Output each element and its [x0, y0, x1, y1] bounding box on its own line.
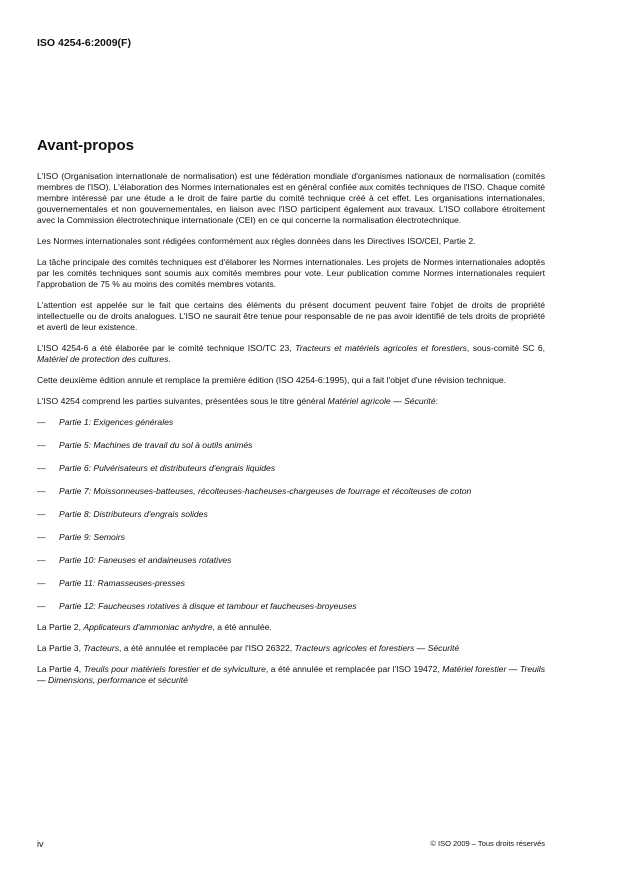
note-part-2: La Partie 2, Applicateurs d'ammoniac anhydre, a été annulée.	[37, 622, 272, 632]
paragraph-edition: Cette deuxième édition annule et remplace la première édition (ISO 4254-6:1995), qui a fait l'objet d'une révision technique.	[37, 375, 507, 385]
paragraph-iso-intro: L'ISO (Organisation internationale de normalisation) est une fédération mondiale d'organismes nationaux de normalisation (comités membres de l'ISO). L'élaboration des Normes internationales est en général confiée aux comités techniques de l'ISO. Chaque comité membre intéressé par une étude a le droit de faire partie du comité technique créé à cet effet. Les organisations internationales, gouvernementales et non gouvernementales, en liaison avec l'ISO participent également aux travaux. L'ISO collabore étroitement avec la Commission électrotechnique internationale (CEI) en ce qui concerne la normalisation électrotechnique.	[37, 171, 545, 225]
paragraph-directives: Les Normes internationales sont rédigées conformément aux règles données dans les Directives ISO/CEI, Partie 2.	[37, 236, 476, 246]
paragraph-committee: L'ISO 4254-6 a été élaborée par le comité technique ISO/TC 23, Tracteurs et matériels agricoles et forestiers, sous-comité SC 6, Matériel de protection des cultures.	[37, 343, 545, 364]
paragraph-parts-intro: L'ISO 4254 comprend les parties suivantes, présentées sous le titre général Matériel agricole — Sécurité:	[37, 396, 438, 406]
list-item: — Partie 6: Pulvérisateurs et distributeurs d'engrais liquides	[37, 463, 276, 473]
page-title: Avant-propos	[37, 137, 134, 154]
list-item: — Partie 12: Faucheuses rotatives à disque et tambour et faucheuses-broyeuses	[37, 601, 357, 611]
note-part-4: La Partie 4, Treuils pour matériels forestier et de sylviculture, a été annulée et remplacée par l'ISO 19472, Matériel forestier — Treuils — Dimensions, performance et sécurité	[37, 664, 546, 685]
page-number: iv	[37, 839, 44, 849]
list-item: — Partie 9: Semoirs	[37, 532, 125, 542]
copyright-notice: © ISO 2009 – Tous droits réservés	[430, 839, 545, 848]
list-item: — Partie 11: Ramasseuses-presses	[37, 578, 185, 588]
list-item: — Partie 5: Machines de travail du sol à outils animés	[37, 440, 253, 450]
note-part-3: La Partie 3, Tracteurs, a été annulée et remplacée par l'ISO 26322, Tracteurs agricoles et forestiers — Sécurité	[37, 643, 460, 653]
paragraph-main-task: La tâche principale des comités techniques est d'élaborer les Normes internationales. Les projets de Normes internationales adoptés par les comités techniques sont soumis aux comités membres pour vote. Leur publication comme Normes internationales requiert l'approbation de 75 % au moins des comités membres votants.	[37, 257, 545, 289]
list-item: — Partie 10: Faneuses et andaineuses rotatives	[37, 555, 232, 565]
list-item: — Partie 7: Moissonneuses-batteuses, récolteuses-hacheuses-chargeuses de fourrage et récolteuses de coton	[37, 486, 472, 496]
foreword-body	[37, 171, 545, 696]
paragraph-patent-notice: L'attention est appelée sur le fait que certains des éléments du présent document peuvent faire l'objet de droits de propriété intellectuelle ou de droits analogues. L'ISO ne saurait être tenue pour responsable de ne pas avoir identifié de tels droits de propriété et averti de leur existence.	[37, 300, 545, 332]
list-item: — Partie 1: Exigences générales	[37, 417, 174, 427]
document-code: ISO 4254-6:2009(F)	[37, 37, 131, 49]
list-item: — Partie 8: Distributeurs d'engrais solides	[37, 509, 208, 519]
